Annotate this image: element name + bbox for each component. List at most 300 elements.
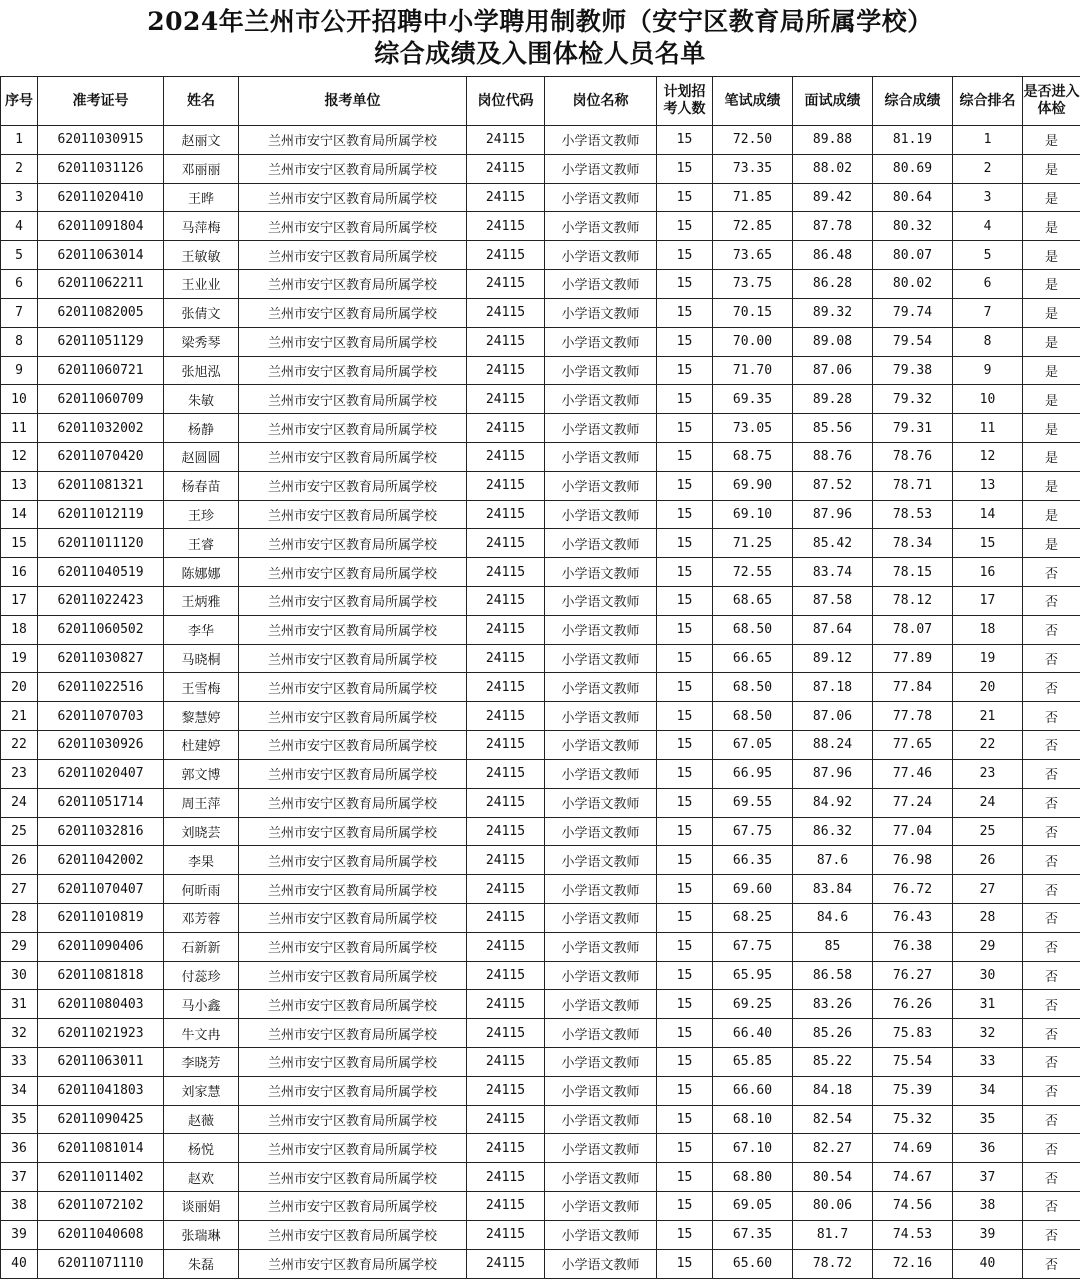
cell-post-name: 小学语文教师 (545, 385, 657, 414)
table-row (1, 759, 1080, 788)
cell-rank: 24 (953, 788, 1023, 817)
header-rank: 综合排名 (953, 77, 1023, 126)
cell-written-score: 68.50 (713, 702, 793, 731)
cell-unit: 兰州市安宁区教育局所属学校 (239, 241, 467, 270)
table-row (1, 644, 1080, 673)
cell-post-code: 24115 (467, 298, 545, 327)
cell-physical-exam: 否 (1023, 1249, 1080, 1278)
cell-physical-exam: 否 (1023, 1105, 1080, 1134)
cell-post-code: 24115 (467, 903, 545, 932)
cell-written-score: 65.60 (713, 1249, 793, 1278)
cell-planned-count: 15 (657, 1105, 713, 1134)
cell-post-code: 24115 (467, 990, 545, 1019)
cell-unit: 兰州市安宁区教育局所属学校 (239, 385, 467, 414)
results-table (0, 76, 1080, 1279)
cell-planned-count: 15 (657, 1019, 713, 1048)
cell-rank: 40 (953, 1249, 1023, 1278)
cell-post-code: 24115 (467, 1019, 545, 1048)
cell-physical-exam: 是 (1023, 241, 1080, 270)
cell-rank: 17 (953, 587, 1023, 616)
table-row (1, 1076, 1080, 1105)
cell-physical-exam: 否 (1023, 587, 1080, 616)
cell-total-score: 80.02 (873, 270, 953, 299)
cell-seq: 28 (1, 903, 38, 932)
cell-planned-count: 15 (657, 875, 713, 904)
cell-total-score: 80.07 (873, 241, 953, 270)
cell-rank: 22 (953, 731, 1023, 760)
cell-rank: 29 (953, 932, 1023, 961)
cell-seq: 34 (1, 1076, 38, 1105)
cell-post-code: 24115 (467, 875, 545, 904)
cell-name: 马萍梅 (164, 212, 239, 241)
cell-post-name: 小学语文教师 (545, 500, 657, 529)
cell-exam-id: 62011051714 (38, 788, 164, 817)
cell-rank: 3 (953, 183, 1023, 212)
cell-name: 马小鑫 (164, 990, 239, 1019)
cell-total-score: 74.56 (873, 1192, 953, 1221)
cell-name: 杜建婷 (164, 731, 239, 760)
cell-post-code: 24115 (467, 1163, 545, 1192)
cell-post-name: 小学语文教师 (545, 1249, 657, 1278)
cell-unit: 兰州市安宁区教育局所属学校 (239, 356, 467, 385)
cell-written-score: 66.65 (713, 644, 793, 673)
cell-planned-count: 15 (657, 731, 713, 760)
cell-post-name: 小学语文教师 (545, 298, 657, 327)
cell-post-name: 小学语文教师 (545, 183, 657, 212)
cell-rank: 25 (953, 817, 1023, 846)
cell-physical-exam: 是 (1023, 327, 1080, 356)
cell-post-code: 24115 (467, 961, 545, 990)
header-unit: 报考单位 (239, 77, 467, 126)
cell-planned-count: 15 (657, 241, 713, 270)
cell-unit: 兰州市安宁区教育局所属学校 (239, 529, 467, 558)
cell-unit: 兰州市安宁区教育局所属学校 (239, 875, 467, 904)
cell-name: 石新新 (164, 932, 239, 961)
cell-name: 王雪梅 (164, 673, 239, 702)
cell-unit: 兰州市安宁区教育局所属学校 (239, 932, 467, 961)
table-row (1, 587, 1080, 616)
cell-interview-score: 85.26 (793, 1019, 873, 1048)
cell-written-score: 65.85 (713, 1048, 793, 1077)
cell-unit: 兰州市安宁区教育局所属学校 (239, 327, 467, 356)
cell-post-name: 小学语文教师 (545, 154, 657, 183)
table-row (1, 327, 1080, 356)
table-row (1, 442, 1080, 471)
cell-exam-id: 62011090406 (38, 932, 164, 961)
cell-written-score: 73.35 (713, 154, 793, 183)
cell-name: 李华 (164, 615, 239, 644)
cell-written-score: 69.25 (713, 990, 793, 1019)
table-row (1, 615, 1080, 644)
cell-rank: 1 (953, 126, 1023, 155)
cell-written-score: 72.50 (713, 126, 793, 155)
cell-post-name: 小学语文教师 (545, 241, 657, 270)
cell-exam-id: 62011040608 (38, 1220, 164, 1249)
cell-seq: 1 (1, 126, 38, 155)
cell-interview-score: 85.22 (793, 1048, 873, 1077)
cell-seq: 20 (1, 673, 38, 702)
table-row (1, 961, 1080, 990)
cell-interview-score: 89.08 (793, 327, 873, 356)
cell-seq: 39 (1, 1220, 38, 1249)
cell-rank: 35 (953, 1105, 1023, 1134)
cell-post-name: 小学语文教师 (545, 529, 657, 558)
cell-planned-count: 15 (657, 702, 713, 731)
cell-unit: 兰州市安宁区教育局所属学校 (239, 990, 467, 1019)
cell-written-score: 69.55 (713, 788, 793, 817)
cell-name: 赵欢 (164, 1163, 239, 1192)
cell-total-score: 75.83 (873, 1019, 953, 1048)
cell-written-score: 68.10 (713, 1105, 793, 1134)
cell-interview-score: 80.54 (793, 1163, 873, 1192)
cell-seq: 25 (1, 817, 38, 846)
cell-post-code: 24115 (467, 356, 545, 385)
cell-unit: 兰州市安宁区教育局所属学校 (239, 270, 467, 299)
cell-post-code: 24115 (467, 241, 545, 270)
cell-name: 牛文冉 (164, 1019, 239, 1048)
cell-physical-exam: 否 (1023, 1163, 1080, 1192)
cell-written-score: 72.55 (713, 558, 793, 587)
cell-seq: 26 (1, 846, 38, 875)
cell-exam-id: 62011022516 (38, 673, 164, 702)
cell-interview-score: 87.96 (793, 759, 873, 788)
cell-physical-exam: 是 (1023, 471, 1080, 500)
header-written-score: 笔试成绩 (713, 77, 793, 126)
table-row (1, 1220, 1080, 1249)
cell-planned-count: 15 (657, 615, 713, 644)
header-post-code: 岗位代码 (467, 77, 545, 126)
cell-planned-count: 15 (657, 154, 713, 183)
cell-post-name: 小学语文教师 (545, 644, 657, 673)
cell-post-code: 24115 (467, 1220, 545, 1249)
cell-name: 王珍 (164, 500, 239, 529)
cell-total-score: 77.04 (873, 817, 953, 846)
cell-rank: 18 (953, 615, 1023, 644)
cell-written-score: 73.75 (713, 270, 793, 299)
cell-post-name: 小学语文教师 (545, 846, 657, 875)
header-planned-count: 计划招考人数 (657, 77, 713, 126)
cell-unit: 兰州市安宁区教育局所属学校 (239, 644, 467, 673)
table-header-row (1, 77, 1080, 126)
cell-post-name: 小学语文教师 (545, 1048, 657, 1077)
cell-exam-id: 62011032002 (38, 414, 164, 443)
cell-interview-score: 83.74 (793, 558, 873, 587)
cell-planned-count: 15 (657, 270, 713, 299)
cell-interview-score: 87.78 (793, 212, 873, 241)
cell-name: 刘家慧 (164, 1076, 239, 1105)
cell-written-score: 68.50 (713, 673, 793, 702)
header-post-name: 岗位名称 (545, 77, 657, 126)
cell-unit: 兰州市安宁区教育局所属学校 (239, 1076, 467, 1105)
cell-unit: 兰州市安宁区教育局所属学校 (239, 1249, 467, 1278)
cell-unit: 兰州市安宁区教育局所属学校 (239, 1019, 467, 1048)
cell-rank: 34 (953, 1076, 1023, 1105)
cell-unit: 兰州市安宁区教育局所属学校 (239, 471, 467, 500)
cell-total-score: 78.12 (873, 587, 953, 616)
cell-planned-count: 15 (657, 817, 713, 846)
cell-exam-id: 62011091804 (38, 212, 164, 241)
cell-rank: 7 (953, 298, 1023, 327)
cell-unit: 兰州市安宁区教育局所属学校 (239, 154, 467, 183)
title-line-2: 综合成绩及入围体检人员名单 (374, 38, 706, 70)
cell-written-score: 67.05 (713, 731, 793, 760)
cell-unit: 兰州市安宁区教育局所属学校 (239, 788, 467, 817)
cell-physical-exam: 否 (1023, 759, 1080, 788)
cell-planned-count: 15 (657, 587, 713, 616)
cell-physical-exam: 否 (1023, 932, 1080, 961)
table-row (1, 1019, 1080, 1048)
cell-total-score: 79.54 (873, 327, 953, 356)
cell-interview-score: 87.6 (793, 846, 873, 875)
cell-exam-id: 62011030827 (38, 644, 164, 673)
table-row (1, 702, 1080, 731)
cell-seq: 12 (1, 442, 38, 471)
cell-planned-count: 15 (657, 1192, 713, 1221)
table-row (1, 212, 1080, 241)
cell-total-score: 78.71 (873, 471, 953, 500)
cell-rank: 27 (953, 875, 1023, 904)
cell-exam-id: 62011063011 (38, 1048, 164, 1077)
cell-post-code: 24115 (467, 788, 545, 817)
cell-seq: 37 (1, 1163, 38, 1192)
cell-planned-count: 15 (657, 673, 713, 702)
cell-name: 赵丽文 (164, 126, 239, 155)
cell-physical-exam: 是 (1023, 154, 1080, 183)
cell-interview-score: 87.18 (793, 673, 873, 702)
cell-total-score: 76.27 (873, 961, 953, 990)
cell-physical-exam: 否 (1023, 1192, 1080, 1221)
header-seq: 序号 (1, 77, 38, 126)
cell-post-code: 24115 (467, 442, 545, 471)
cell-post-name: 小学语文教师 (545, 1134, 657, 1163)
cell-rank: 10 (953, 385, 1023, 414)
cell-physical-exam: 否 (1023, 990, 1080, 1019)
cell-name: 赵圆圆 (164, 442, 239, 471)
cell-written-score: 71.25 (713, 529, 793, 558)
cell-planned-count: 15 (657, 529, 713, 558)
cell-interview-score: 89.28 (793, 385, 873, 414)
cell-post-code: 24115 (467, 846, 545, 875)
cell-exam-id: 62011063014 (38, 241, 164, 270)
cell-exam-id: 62011072102 (38, 1192, 164, 1221)
cell-name: 刘晓芸 (164, 817, 239, 846)
cell-seq: 24 (1, 788, 38, 817)
table-row (1, 558, 1080, 587)
cell-interview-score: 87.58 (793, 587, 873, 616)
cell-total-score: 80.69 (873, 154, 953, 183)
cell-written-score: 65.95 (713, 961, 793, 990)
cell-exam-id: 62011060502 (38, 615, 164, 644)
cell-post-name: 小学语文教师 (545, 1076, 657, 1105)
cell-exam-id: 62011020407 (38, 759, 164, 788)
cell-post-name: 小学语文教师 (545, 471, 657, 500)
table-row (1, 270, 1080, 299)
cell-physical-exam: 否 (1023, 1220, 1080, 1249)
cell-name: 朱敏 (164, 385, 239, 414)
cell-interview-score: 80.06 (793, 1192, 873, 1221)
cell-seq: 38 (1, 1192, 38, 1221)
cell-exam-id: 62011020410 (38, 183, 164, 212)
cell-interview-score: 85.56 (793, 414, 873, 443)
cell-name: 梁秀琴 (164, 327, 239, 356)
cell-name: 张旭泓 (164, 356, 239, 385)
header-exam-id: 准考证号 (38, 77, 164, 126)
cell-post-code: 24115 (467, 932, 545, 961)
cell-planned-count: 15 (657, 846, 713, 875)
cell-seq: 15 (1, 529, 38, 558)
cell-total-score: 74.53 (873, 1220, 953, 1249)
cell-total-score: 76.98 (873, 846, 953, 875)
cell-written-score: 69.90 (713, 471, 793, 500)
table-row (1, 1048, 1080, 1077)
cell-unit: 兰州市安宁区教育局所属学校 (239, 126, 467, 155)
cell-planned-count: 15 (657, 1220, 713, 1249)
cell-total-score: 79.32 (873, 385, 953, 414)
cell-rank: 26 (953, 846, 1023, 875)
cell-seq: 19 (1, 644, 38, 673)
cell-post-code: 24115 (467, 1105, 545, 1134)
table-row (1, 932, 1080, 961)
cell-post-name: 小学语文教师 (545, 932, 657, 961)
cell-planned-count: 15 (657, 1076, 713, 1105)
cell-rank: 19 (953, 644, 1023, 673)
cell-rank: 11 (953, 414, 1023, 443)
cell-total-score: 77.78 (873, 702, 953, 731)
cell-post-name: 小学语文教师 (545, 1019, 657, 1048)
cell-seq: 2 (1, 154, 38, 183)
cell-unit: 兰州市安宁区教育局所属学校 (239, 558, 467, 587)
cell-planned-count: 15 (657, 356, 713, 385)
cell-seq: 36 (1, 1134, 38, 1163)
cell-physical-exam: 否 (1023, 644, 1080, 673)
cell-post-name: 小学语文教师 (545, 903, 657, 932)
cell-exam-id: 62011082005 (38, 298, 164, 327)
cell-total-score: 79.38 (873, 356, 953, 385)
cell-seq: 40 (1, 1249, 38, 1278)
cell-rank: 37 (953, 1163, 1023, 1192)
cell-post-name: 小学语文教师 (545, 759, 657, 788)
cell-unit: 兰州市安宁区教育局所属学校 (239, 673, 467, 702)
cell-interview-score: 87.06 (793, 356, 873, 385)
cell-name: 郭文博 (164, 759, 239, 788)
cell-written-score: 67.10 (713, 1134, 793, 1163)
cell-planned-count: 15 (657, 414, 713, 443)
cell-unit: 兰州市安宁区教育局所属学校 (239, 846, 467, 875)
cell-physical-exam: 是 (1023, 212, 1080, 241)
cell-physical-exam: 是 (1023, 356, 1080, 385)
cell-unit: 兰州市安宁区教育局所属学校 (239, 1192, 467, 1221)
cell-exam-id: 62011021923 (38, 1019, 164, 1048)
cell-seq: 27 (1, 875, 38, 904)
cell-written-score: 69.60 (713, 875, 793, 904)
cell-post-code: 24115 (467, 1048, 545, 1077)
cell-unit: 兰州市安宁区教育局所属学校 (239, 500, 467, 529)
cell-written-score: 70.00 (713, 327, 793, 356)
cell-name: 李晓芳 (164, 1048, 239, 1077)
cell-physical-exam: 否 (1023, 615, 1080, 644)
cell-post-name: 小学语文教师 (545, 414, 657, 443)
cell-seq: 11 (1, 414, 38, 443)
cell-post-code: 24115 (467, 759, 545, 788)
table-row (1, 126, 1080, 155)
cell-rank: 15 (953, 529, 1023, 558)
cell-exam-id: 62011012119 (38, 500, 164, 529)
cell-total-score: 75.32 (873, 1105, 953, 1134)
table-row (1, 385, 1080, 414)
cell-exam-id: 62011081014 (38, 1134, 164, 1163)
cell-seq: 29 (1, 932, 38, 961)
table-row (1, 298, 1080, 327)
cell-exam-id: 62011070407 (38, 875, 164, 904)
cell-rank: 8 (953, 327, 1023, 356)
cell-interview-score: 84.6 (793, 903, 873, 932)
cell-total-score: 74.69 (873, 1134, 953, 1163)
cell-post-name: 小学语文教师 (545, 673, 657, 702)
cell-total-score: 76.43 (873, 903, 953, 932)
cell-total-score: 75.39 (873, 1076, 953, 1105)
cell-physical-exam: 否 (1023, 558, 1080, 587)
table-body (1, 126, 1080, 1279)
cell-written-score: 67.75 (713, 817, 793, 846)
cell-rank: 6 (953, 270, 1023, 299)
cell-unit: 兰州市安宁区教育局所属学校 (239, 1105, 467, 1134)
cell-seq: 30 (1, 961, 38, 990)
cell-written-score: 71.85 (713, 183, 793, 212)
cell-total-score: 76.72 (873, 875, 953, 904)
cell-planned-count: 15 (657, 961, 713, 990)
cell-written-score: 69.35 (713, 385, 793, 414)
cell-rank: 9 (953, 356, 1023, 385)
cell-name: 朱磊 (164, 1249, 239, 1278)
cell-planned-count: 15 (657, 644, 713, 673)
cell-written-score: 68.75 (713, 442, 793, 471)
cell-post-code: 24115 (467, 587, 545, 616)
cell-unit: 兰州市安宁区教育局所属学校 (239, 1134, 467, 1163)
cell-post-name: 小学语文教师 (545, 442, 657, 471)
cell-name: 何昕雨 (164, 875, 239, 904)
cell-interview-score: 81.7 (793, 1220, 873, 1249)
cell-seq: 4 (1, 212, 38, 241)
table-row (1, 817, 1080, 846)
cell-exam-id: 62011010819 (38, 903, 164, 932)
cell-interview-score: 86.28 (793, 270, 873, 299)
cell-seq: 6 (1, 270, 38, 299)
cell-name: 赵薇 (164, 1105, 239, 1134)
cell-unit: 兰州市安宁区教育局所属学校 (239, 212, 467, 241)
cell-name: 周王萍 (164, 788, 239, 817)
cell-total-score: 74.67 (873, 1163, 953, 1192)
table-row (1, 1134, 1080, 1163)
cell-total-score: 81.19 (873, 126, 953, 155)
cell-name: 张倩文 (164, 298, 239, 327)
cell-name: 谈丽娟 (164, 1192, 239, 1221)
cell-rank: 33 (953, 1048, 1023, 1077)
cell-planned-count: 15 (657, 1134, 713, 1163)
cell-exam-id: 62011070703 (38, 702, 164, 731)
cell-total-score: 77.46 (873, 759, 953, 788)
cell-interview-score: 87.96 (793, 500, 873, 529)
cell-post-name: 小学语文教师 (545, 1163, 657, 1192)
cell-exam-id: 62011070420 (38, 442, 164, 471)
cell-physical-exam: 否 (1023, 961, 1080, 990)
cell-planned-count: 15 (657, 932, 713, 961)
cell-physical-exam: 是 (1023, 414, 1080, 443)
cell-planned-count: 15 (657, 442, 713, 471)
cell-written-score: 66.35 (713, 846, 793, 875)
cell-planned-count: 15 (657, 759, 713, 788)
cell-rank: 14 (953, 500, 1023, 529)
table-row (1, 356, 1080, 385)
